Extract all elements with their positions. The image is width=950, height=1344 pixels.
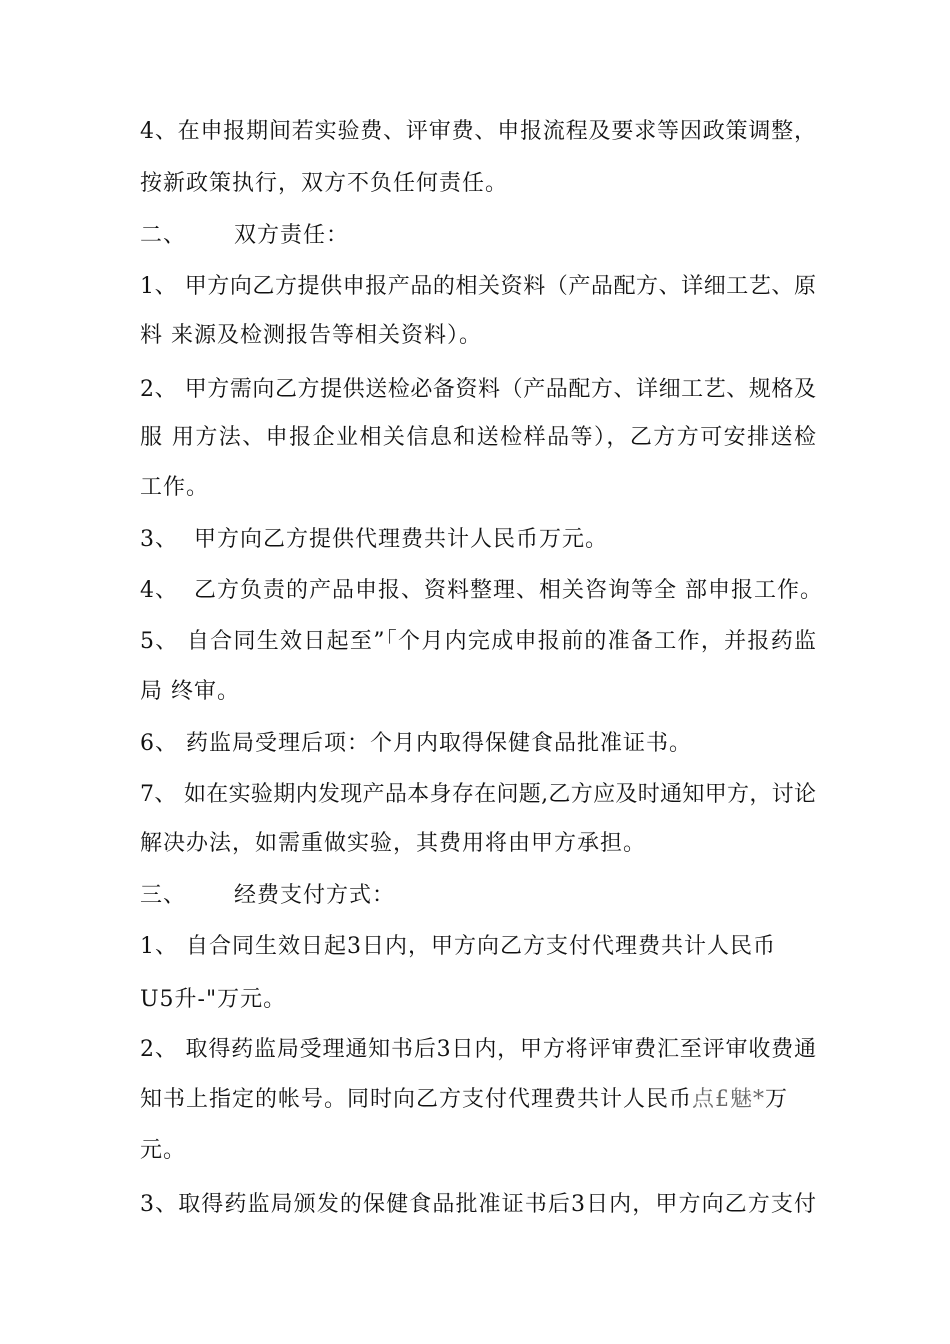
text-line: 7、 如在实验期内发现产品本身存在问题,乙方应及时通知甲方，讨论 — [140, 782, 816, 807]
text-segment: 万 — [765, 1087, 789, 1112]
text-line: 服 用方法、申报企业相关信息和送检样品等），乙方方可安排送检 — [140, 425, 816, 450]
text-line — [140, 1082, 788, 1113]
garbled-text: 点£魅* — [692, 1087, 766, 1112]
text-line: 5、 自合同生效日起至”「个月内完成申报前的准备工作，并报药监 — [140, 629, 816, 654]
text-line: 3、 甲方向乙方提供代理费共计人民币万元。 — [140, 527, 608, 552]
text-line: 2、 甲方需向乙方提供送检必备资料（产品配方、详细工艺、规格及 — [140, 377, 816, 402]
text-line: 料 来源及检测报告等相关资料）。 — [140, 323, 482, 348]
text-line: 按新政策执行，双方不负任何责任。 — [140, 171, 509, 196]
text-line: 元。 — [140, 1138, 187, 1163]
text-line: 1、 自合同生效日起3日内，甲方向乙方支付代理费共计人民币 — [140, 934, 776, 959]
text-line: 2、 取得药监局受理通知书后3日内，甲方将评审费汇至评审收费通 — [140, 1037, 816, 1062]
text-line: 解决办法，如需重做实验，其费用将由甲方承担。 — [140, 831, 647, 856]
text-line: 4、在申报期间若实验费、评审费、申报流程及要求等因政策调整， — [140, 119, 816, 144]
text-line: 6、 药监局受理后项：个月内取得保健食品批准证书。 — [140, 731, 692, 756]
text-line: U5升-"万元。 — [140, 987, 287, 1012]
text-line: 3、取得药监局颁发的保健食品批准证书后3日内，甲方向乙方支付 — [140, 1192, 816, 1217]
text-segment: 知书上指定的帐号。同时向乙方支付代理费共计人民币 — [140, 1087, 693, 1112]
text-line: 1、 甲方向乙方提供申报产品的相关资料（产品配方、详细工艺、原 — [140, 274, 816, 299]
text-line: 工作。 — [140, 475, 210, 500]
text-line: 4、 乙方负责的产品申报、资料整理、相关咨询等全 部申报工作。 — [140, 578, 823, 603]
section-heading: 二、 双方责任： — [140, 223, 349, 248]
text-line: 局 终审。 — [140, 679, 240, 704]
section-heading: 三、 经费支付方式： — [140, 883, 395, 908]
